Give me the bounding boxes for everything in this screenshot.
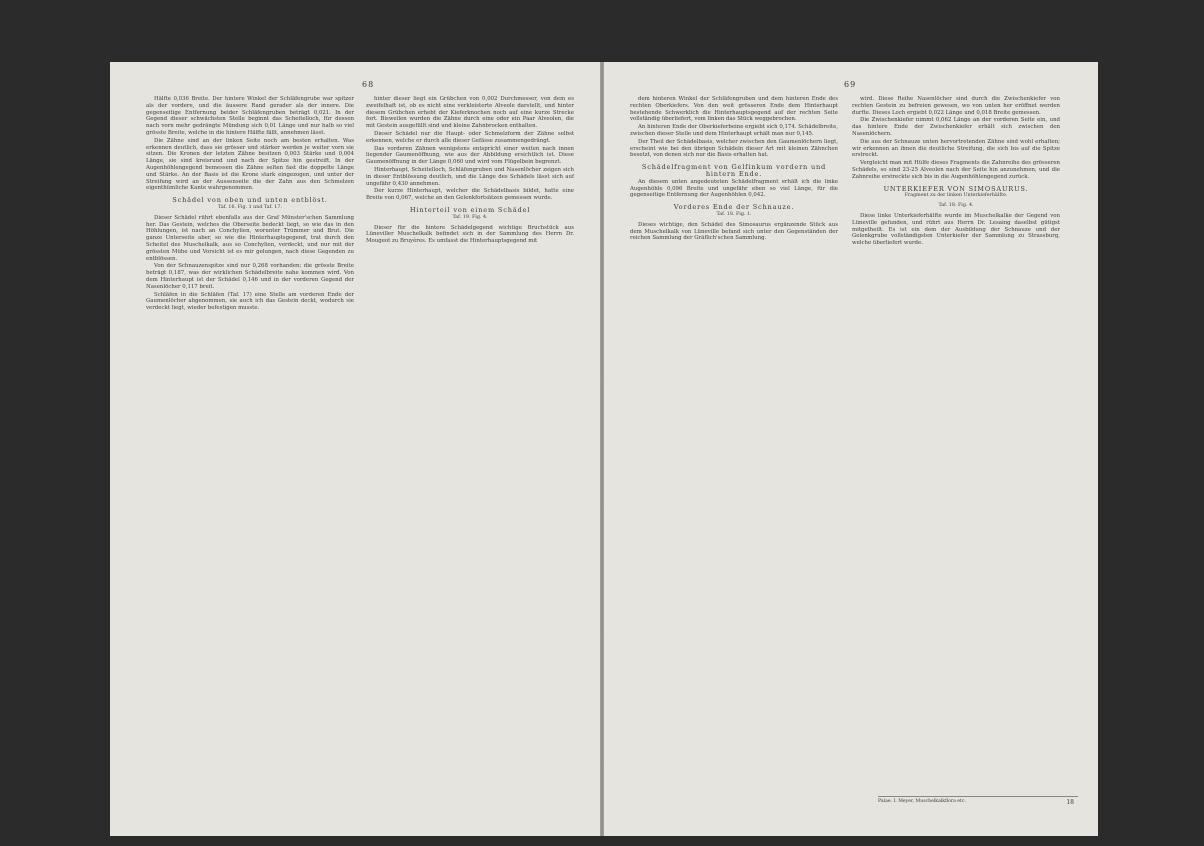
- paragraph: Die Zwischenkiefer nimmt 0,062 Länge an der vorderen Seite ein, und das hintere Ende der Zwischenkiefer erhält sich zwischen den Nasenlöchern.: [852, 117, 1060, 137]
- page-number: 69: [844, 80, 857, 89]
- paragraph: Von der Schnauzenspitze sind nur 0,268 vorhanden; die grösste Breite beträgt 0,187, was der wirklichen Schädelbreite nahe kommen wird. Von dem Hinterhaupt ist der Schädel 0,146 und in der vorderen Gegend der Nasenlöcher 0,117 breit.: [146, 263, 354, 290]
- text-column: [146, 96, 354, 313]
- text-column: [852, 96, 1060, 248]
- footnote: Palae. I. Meyer, Muschelkalkflora etc.: [878, 796, 1078, 804]
- paragraph: wird. Diese Reihe Nasenlöcher sind durch die Zwischenkiefer von rechten Gestein zu befreien gewesen, wo von unten her eröffnet werden durfte. Dieses Loch ergiebt 0,022 Länge und 0,018 Breite gemessen.: [852, 96, 1060, 116]
- paragraph: Dieses wichtige, den Schädel des Simosaurus ergänzende Stück aus dem Muschelkalk von Lüneville befand sich unter den Gegenständen der reichen Sammlung der Gräflich'schen Sammlung.: [630, 221, 838, 242]
- signature-mark: 18: [1066, 799, 1074, 806]
- paragraph: Diese linke Unterkieferhälfte wurde im Muschelkalke der Gegend von Lüneville gefunden, und rührt aus Herrn Dr. Lesaing daselbst gütigst mitgetheilt. Es ist ein dem der Ausbildung der Schnauze und der Gelenkgrube vollständigsten Unterkiefer der Sammlung zu Strassburg, welche überliefert wurde.: [852, 212, 1060, 247]
- paragraph: Das vorderen Zähnen wenigstens entspricht einer weiten nach innen liegender Gaumenöffnung, wie aus der Abbildung ersichtlich ist. Diese Gaumenöffnung in der Länge 0,060 und wird vom Flügelbein begrenzt.: [366, 145, 574, 166]
- paragraph: Der kurze Hinterhaupt, welcher die Schädelbasis bildet, hatte eine Breite von 0,067, welche an den Gelenkfortsätzen gemessen wurde.: [366, 188, 574, 202]
- right-page: [604, 62, 1098, 836]
- section-subheading: Fragment zu der linken Unterkieferhälfte.: [904, 193, 1008, 199]
- section-heading: Hinterteil von einem Schädel: [409, 205, 531, 214]
- paragraph: Die aus der Schnauze unten hervortretenden Zähne sind wohl erhalten; wir erkennen an ihnen die deutliche Streifung, die sich bis auf die Spitze erstreckt.: [852, 138, 1060, 159]
- left-page: [110, 62, 600, 836]
- paragraph: Dieser für die hintere Schädelgegend wichtige Bruchstück aus Lüneviller Muschelkalk befindet sich in der Sammlung des Herrn Dr. Mougeot zu Bruyères. Es umfasst die Hinterhauptsgegend mit: [366, 224, 574, 245]
- page-number: 68: [362, 80, 375, 89]
- section-heading: UNTERKIEFER VON SIMOSAURUS.: [883, 184, 1029, 193]
- plate-reference: Taf. 18. Fig. 4.: [938, 203, 974, 209]
- paragraph: Hälfte 0,036 Breite. Der hintere Winkel der Schläfengrube war spitzer als der vordere, und die äussere Rand gerader als der innere. Die gegenseitige Entfernung beider Schläfengruben beträgt 0,021. In der Gegend dieser schwächsten Stelle beginnt das Scheitelloch, für dessen nach vorn mehr gedrängte Mündung sich 0,01 Länge und nur halb so viel grösste Breite, welche in die hintere Hälfte fällt, annehmen lässt.: [146, 96, 354, 136]
- paragraph: Die Zähne sind an der linken Seite noch am besten erhalten. Was erkennen deutlich, dass sie grösser und stärker werden je weiter vorn sie sitzen. Die Kronen der letzten Zähne besitzen 0,003 Stärke und 0,004 Länge, sie sind kreisrund und nach der Spitze hin gestreift. In der Augenhöhlengegend bemessen die Zähne selten fast die doppelte Länge und Stärke. An der Basis ist die Krone stark eingezogen, und unter der Streifung wird an der Aussenseite die der Zahn aus den Schmelzen eigenthümliche Kante wahrgenommen.: [146, 137, 354, 192]
- paragraph: An diesem unten angedeuteten Schädelfragment erhält ich die linke Augenhöhle 0,096 Breite und ungefähr eben so viel Länge, für die gegenseitige Entfernung der Augenhöhlen 0,042.: [630, 178, 838, 199]
- plate-reference: Taf. 18. Fig. 1.: [716, 211, 752, 217]
- plate-reference: Taf. 16. Fig. 1 und Taf. 17.: [218, 204, 282, 210]
- section-heading: Vorderes Ende der Schnauze.: [673, 203, 795, 212]
- paragraph: Dieser Schädel nur die Haupt- oder Schmelzform der Zähne selbst erkennen, welche er durch alle dieser Gefässe zusammengedrängt.: [366, 130, 574, 144]
- paragraph: Vergleicht man mit Hülfe dieses Fragments die Zahnreihe des grösseren Schädels, so sind 23-25 Alveolen nach der Seite hin anzunehmen, und die Zahnreihe erstreckte sich bis in die Augenhöhlengegend zurück.: [852, 160, 1060, 180]
- paragraph: An hinteren Ende der Oberkieferbeine ergiebt sich 0,174. Schädelbreite, zwischen dieser Stelle und dem Hinterhaupt erhält man nur 0,145.: [630, 124, 838, 137]
- text-column: [630, 96, 838, 243]
- paragraph: hinter dieser liegt ein Grübchen von 0,002 Durchmesser, von dem es zweifelhaft ist, ob es nicht eine verkleisterte Alveole darstellt, und hinter diesem Grübchen erhebt der Kieferknochen noch auf eine kurze Strecke fort. Bisweilen wurden die Zähne durch eine oder ein Paar Alveolen, die mit Gestein ausgefüllt sind und kleine Zahnbrocken enthalten.: [366, 96, 574, 130]
- paragraph: Dieser Schädel rührt ebenfalls aus der Graf Münster'schen Sammlung her. Das Gestein, welches die Oberseite bedeckt liegt, so wie das in den Höhlungen, ist nach an Conchylien, worunter Trümmer und Brut. Die ganze Unterseite aber, so wie die Hinterhauptsgegend, trat durch den Scheitel des Muschelkalk, aus so Conchylien, verdeckt, und nur mit der grössten Mühe und Vorsicht ist es mir gelungen, nach diese Gegenden zu entblössen.: [146, 214, 354, 262]
- paragraph: dem hinteren Winkel der Schläfengruben und dem hinteren Ende des rechten Oberkiefers. Von den weit grösseren Ende dem Hinterhaupt bestehende Schwerklich die Hinterhauptsgegend auf der rechten Seite vollständig überliefert, vom linken das Stück weggebrochen.: [630, 96, 838, 123]
- paragraph: Hinterhaupt, Scheitelloch, Schläfengruben und Nasenlöcher zeigen sich in dieser Entblössung deutlich, und die Länge des Schädels lässt sich auf ungefähr 0,430 annehmen.: [366, 166, 574, 187]
- section-heading: Schädel von oben und unten entblöst.: [172, 196, 328, 205]
- plate-reference: Taf. 19. Fig. 4.: [452, 214, 488, 220]
- text-column: [366, 96, 574, 246]
- paragraph: Schläfen in die Schläfen (Taf. 17) eine Stelle am vorderen Ende der Gaumenlöcher abgenommen, sie auch ich das Gestein deckt, wodurch sie verdeckt liegt, wieder befestigen musste.: [146, 291, 354, 312]
- paragraph: Der Theil der Schädelbasis, welcher zwischen den Gaumenlöchern liegt, erscheint wie bei den übrigen Schädeln dieser Art mit kleinen Zähnchen besetzt, von denen sich nur die Basis erhalten hat.: [630, 138, 838, 159]
- section-heading: Schädelfragment von Gelfinkum vordern und hintern Ende.: [641, 163, 827, 178]
